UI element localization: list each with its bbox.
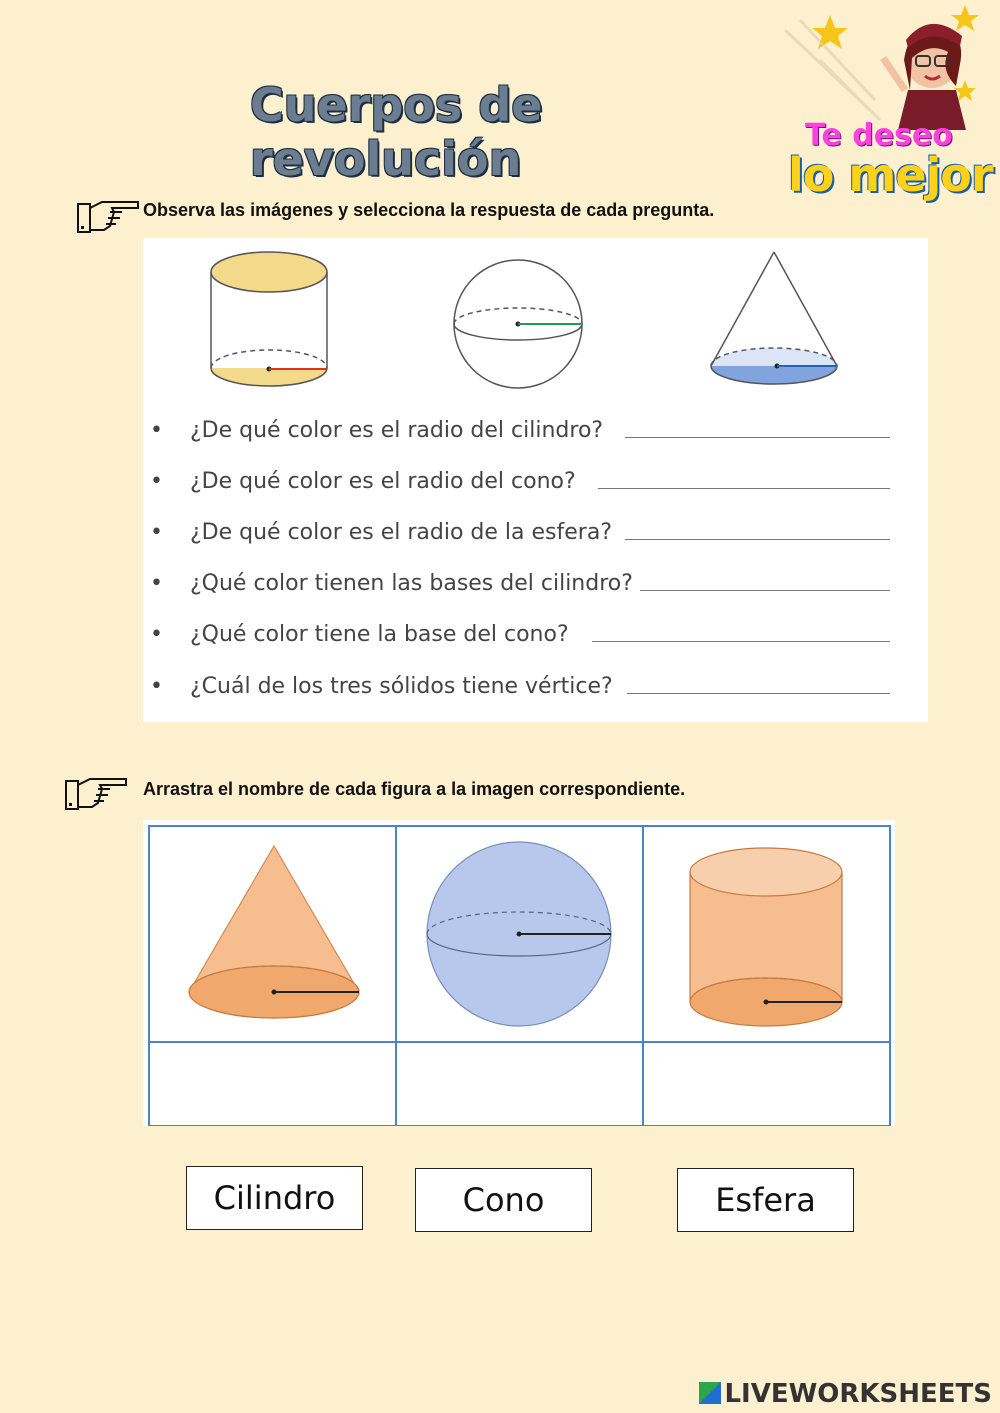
word-card-cilindro[interactable]: Cilindro xyxy=(186,1166,363,1230)
sphere-figure xyxy=(427,842,611,1026)
cone-figure xyxy=(711,252,837,384)
solids-illustration xyxy=(143,238,928,408)
question-text: ¿De qué color es el radio del cilindro? xyxy=(190,418,604,443)
drop-zone-cone[interactable] xyxy=(151,1044,394,1124)
question-text: ¿De qué color es el radio del cono? xyxy=(190,469,576,494)
pointing-hand-icon xyxy=(62,773,130,813)
answer-line[interactable] xyxy=(598,488,890,489)
pointing-hand-icon xyxy=(74,196,142,236)
instruction-1: Observa las imágenes y selecciona la respuesta de cada pregunta. xyxy=(143,200,715,220)
question-text: ¿Qué color tiene la base del cono? xyxy=(190,622,569,647)
answer-line[interactable] xyxy=(627,693,890,694)
brand-logo: LIVEWORKSHEETS xyxy=(699,1379,992,1409)
word-card-esfera[interactable]: Esfera xyxy=(677,1168,854,1232)
cylinder-figure xyxy=(690,848,842,1026)
sticker-text-top: Te deseo xyxy=(805,118,953,153)
answer-line[interactable] xyxy=(592,641,890,642)
instruction-2: Arrastra el nombre de cada figura a la imagen correspondiente. xyxy=(143,779,686,799)
matching-grid xyxy=(143,820,895,1126)
page-title: Cuerpos de revolución xyxy=(250,78,543,186)
question-text: ¿Qué color tienen las bases del cilindro? xyxy=(190,571,633,596)
drop-zone-cylinder[interactable] xyxy=(645,1044,888,1124)
sticker-text-bottom: lo mejor xyxy=(788,148,993,202)
drop-zone-sphere[interactable] xyxy=(398,1044,641,1124)
cone-figure xyxy=(189,846,359,1018)
answer-line[interactable] xyxy=(625,539,890,540)
answer-line[interactable] xyxy=(625,437,890,438)
question-text: ¿De qué color es el radio de la esfera? xyxy=(190,520,612,545)
question-text: ¿Cuál de los tres sólidos tiene vértice? xyxy=(190,674,613,699)
answer-line[interactable] xyxy=(640,590,890,591)
brand-icon xyxy=(699,1382,721,1404)
sphere-figure xyxy=(454,260,582,388)
word-card-cono[interactable]: Cono xyxy=(415,1168,592,1232)
cylinder-figure xyxy=(211,252,327,386)
avatar-sticker xyxy=(780,0,1000,130)
